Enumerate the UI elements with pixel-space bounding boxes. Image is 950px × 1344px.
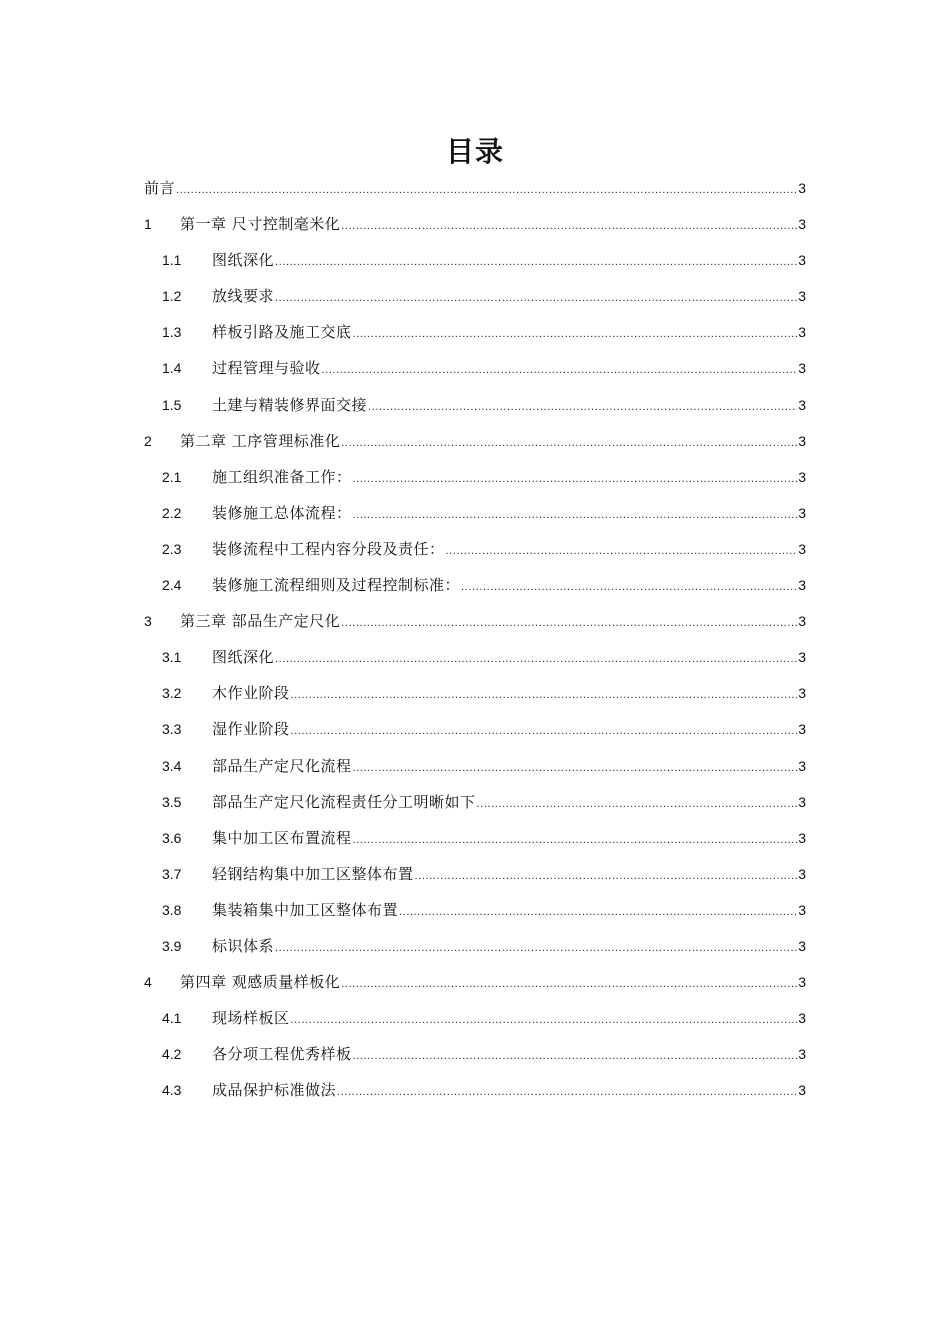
toc-dot-leader <box>353 497 798 533</box>
toc-entry-number: 3.9 <box>162 937 182 954</box>
toc-entry[interactable] <box>144 748 806 784</box>
toc-entry-number: 1.2 <box>162 288 182 305</box>
toc-entry-page-number: 3 <box>798 432 806 449</box>
toc-entry-number: 3.7 <box>162 865 182 882</box>
toc-entry-number: 2.4 <box>162 577 182 594</box>
toc-dot-leader <box>291 677 798 713</box>
toc-entry[interactable] <box>144 314 806 350</box>
toc-dot-leader <box>322 352 798 388</box>
toc-title: 目录 <box>445 135 504 168</box>
toc-entry[interactable] <box>144 531 806 567</box>
toc-entry-page-number: 3 <box>798 504 806 521</box>
toc-dot-leader <box>353 1038 798 1074</box>
toc-dot-leader <box>368 389 797 425</box>
toc-entry-text: 土建与精装修界面交接 <box>212 395 368 414</box>
toc-entry-number: 1.5 <box>162 396 182 413</box>
toc-dot-leader <box>275 641 797 677</box>
toc-dot-leader <box>291 713 798 749</box>
toc-entry-page-number: 3 <box>798 901 806 918</box>
toc-entry-number: 2.1 <box>162 468 182 485</box>
toc-entry[interactable] <box>144 856 806 892</box>
toc-entry-number: 2.3 <box>162 540 182 557</box>
toc-entry-page-number: 3 <box>798 216 806 233</box>
toc-entry-text: 部品生产定尺化流程责任分工明晰如下 <box>212 792 476 811</box>
toc-entry-number: 4.3 <box>162 1082 182 1099</box>
toc-entry[interactable] <box>144 928 806 964</box>
toc-entry-page-number: 3 <box>798 974 806 991</box>
toc-entry-page-number: 3 <box>798 288 806 305</box>
toc-dot-leader <box>337 1074 797 1110</box>
toc-entry-number: 1.4 <box>162 360 182 377</box>
toc-dot-leader <box>461 569 797 605</box>
toc-dot-leader <box>353 461 798 497</box>
toc-entry-number: 2 <box>144 432 152 449</box>
toc-entry[interactable] <box>144 170 806 206</box>
toc-dot-leader <box>353 750 798 786</box>
toc-entry[interactable] <box>144 495 806 531</box>
toc-entry[interactable] <box>144 784 806 820</box>
toc-entry-text: 第二章 工序管理标准化 <box>180 431 341 450</box>
toc-entry[interactable] <box>144 1000 806 1036</box>
toc-entry-number: 2.2 <box>162 504 182 521</box>
toc-dot-leader <box>291 1002 798 1038</box>
toc-dot-leader <box>275 280 797 316</box>
toc-dot-leader <box>341 966 797 1002</box>
toc-entry-text: 前言 <box>144 179 176 197</box>
toc-entry-page-number: 3 <box>798 1082 806 1099</box>
toc-entry-text: 装修施工总体流程： <box>212 503 352 522</box>
toc-dot-leader <box>275 244 797 280</box>
toc-entry[interactable] <box>144 675 806 711</box>
toc-entry-text: 装修施工流程细则及过程控制标准： <box>212 576 461 595</box>
toc-entry-page-number: 3 <box>798 1046 806 1063</box>
toc-entry-text: 湿作业阶段 <box>212 720 290 739</box>
toc-dot-leader <box>275 930 797 966</box>
toc-entry[interactable] <box>144 567 806 603</box>
toc-entry-page-number: 3 <box>798 324 806 341</box>
toc-entry-page-number: 3 <box>798 937 806 954</box>
toc-dot-leader <box>353 822 798 858</box>
toc-entry-text: 各分项工程优秀样板 <box>212 1045 352 1064</box>
toc-entry-page-number: 3 <box>798 685 806 702</box>
toc-entry-number: 4 <box>144 974 152 991</box>
toc-dot-leader <box>341 425 797 461</box>
toc-entry-page-number: 3 <box>798 721 806 738</box>
toc-dot-leader <box>353 316 798 352</box>
toc-entry-text: 样板引路及施工交底 <box>212 323 352 342</box>
toc-entry-number: 4.1 <box>162 1010 182 1027</box>
toc-entry-text: 放线要求 <box>212 287 275 306</box>
toc-entry-page-number: 3 <box>798 757 806 774</box>
toc-entry[interactable] <box>144 711 806 747</box>
toc-entry[interactable] <box>144 459 806 495</box>
toc-entry-text: 现场样板区 <box>212 1009 290 1028</box>
toc-entry[interactable] <box>144 242 806 278</box>
toc-entry[interactable] <box>144 1036 806 1072</box>
toc-entry-number: 3.8 <box>162 901 182 918</box>
toc-dot-leader <box>176 172 797 208</box>
toc-entry[interactable] <box>144 639 806 675</box>
toc-entry-text: 标识体系 <box>212 936 275 955</box>
toc-dot-leader <box>477 786 798 822</box>
toc-entry-text: 施工组织准备工作： <box>212 467 352 486</box>
toc-entry[interactable] <box>144 350 806 386</box>
toc-entry-number: 3.3 <box>162 721 182 738</box>
toc-entry-page-number: 3 <box>798 649 806 666</box>
toc-entry-number: 3.4 <box>162 757 182 774</box>
toc-entry-page-number: 3 <box>798 1010 806 1027</box>
toc-entry-text: 轻钢结构集中加工区整体布置 <box>212 864 414 883</box>
toc-entry[interactable] <box>144 892 806 928</box>
toc-entry-number: 3.6 <box>162 829 182 846</box>
toc-entry-number: 3 <box>144 613 152 630</box>
toc-entry-number: 3.5 <box>162 793 182 810</box>
toc-entry-page-number: 3 <box>798 540 806 557</box>
toc-entry-number: 1 <box>144 216 152 233</box>
toc-entry-text: 成品保护标准做法 <box>212 1081 337 1100</box>
toc-entry-page-number: 3 <box>798 577 806 594</box>
toc-entry-page-number: 3 <box>798 180 806 196</box>
toc-entry-page-number: 3 <box>798 396 806 413</box>
toc-entry-text: 部品生产定尺化流程 <box>212 756 352 775</box>
toc-entry[interactable] <box>144 423 806 459</box>
toc-dot-leader <box>341 208 797 244</box>
toc-entry-text: 第三章 部品生产定尺化 <box>180 612 341 631</box>
toc-entry-text: 装修流程中工程内容分段及责任： <box>212 539 445 558</box>
toc-entry-page-number: 3 <box>798 252 806 269</box>
toc-entry[interactable] <box>144 206 806 242</box>
toc-entry[interactable] <box>144 387 806 423</box>
toc-entry-page-number: 3 <box>798 829 806 846</box>
table-of-contents <box>144 170 806 1108</box>
toc-dot-leader <box>341 605 797 641</box>
toc-entry-text: 集中加工区布置流程 <box>212 828 352 847</box>
toc-entry-text: 木作业阶段 <box>212 684 290 703</box>
toc-entry[interactable] <box>144 820 806 856</box>
toc-entry-text: 第四章 观感质量样板化 <box>180 973 341 992</box>
toc-entry-number: 3.1 <box>162 649 182 666</box>
toc-dot-leader <box>446 533 798 569</box>
toc-entry-text: 集装箱集中加工区整体布置 <box>212 900 399 919</box>
toc-entry-page-number: 3 <box>798 793 806 810</box>
toc-dot-leader <box>399 894 797 930</box>
toc-entry-text: 图纸深化 <box>212 251 275 270</box>
toc-entry[interactable] <box>144 964 806 1000</box>
toc-entry-text: 图纸深化 <box>212 648 275 667</box>
toc-entry-number: 1.3 <box>162 324 182 341</box>
toc-entry[interactable] <box>144 278 806 314</box>
toc-entry[interactable] <box>144 1072 806 1108</box>
toc-entry-number: 3.2 <box>162 685 182 702</box>
toc-entry-page-number: 3 <box>798 865 806 882</box>
toc-entry-number: 1.1 <box>162 252 182 269</box>
toc-entry-page-number: 3 <box>798 468 806 485</box>
toc-entry-page-number: 3 <box>798 360 806 377</box>
toc-entry[interactable] <box>144 603 806 639</box>
toc-entry-page-number: 3 <box>798 613 806 630</box>
toc-entry-number: 4.2 <box>162 1046 182 1063</box>
toc-entry-text: 过程管理与验收 <box>212 359 321 378</box>
toc-dot-leader <box>415 858 798 894</box>
toc-entry-text: 第一章 尺寸控制毫米化 <box>180 215 341 234</box>
